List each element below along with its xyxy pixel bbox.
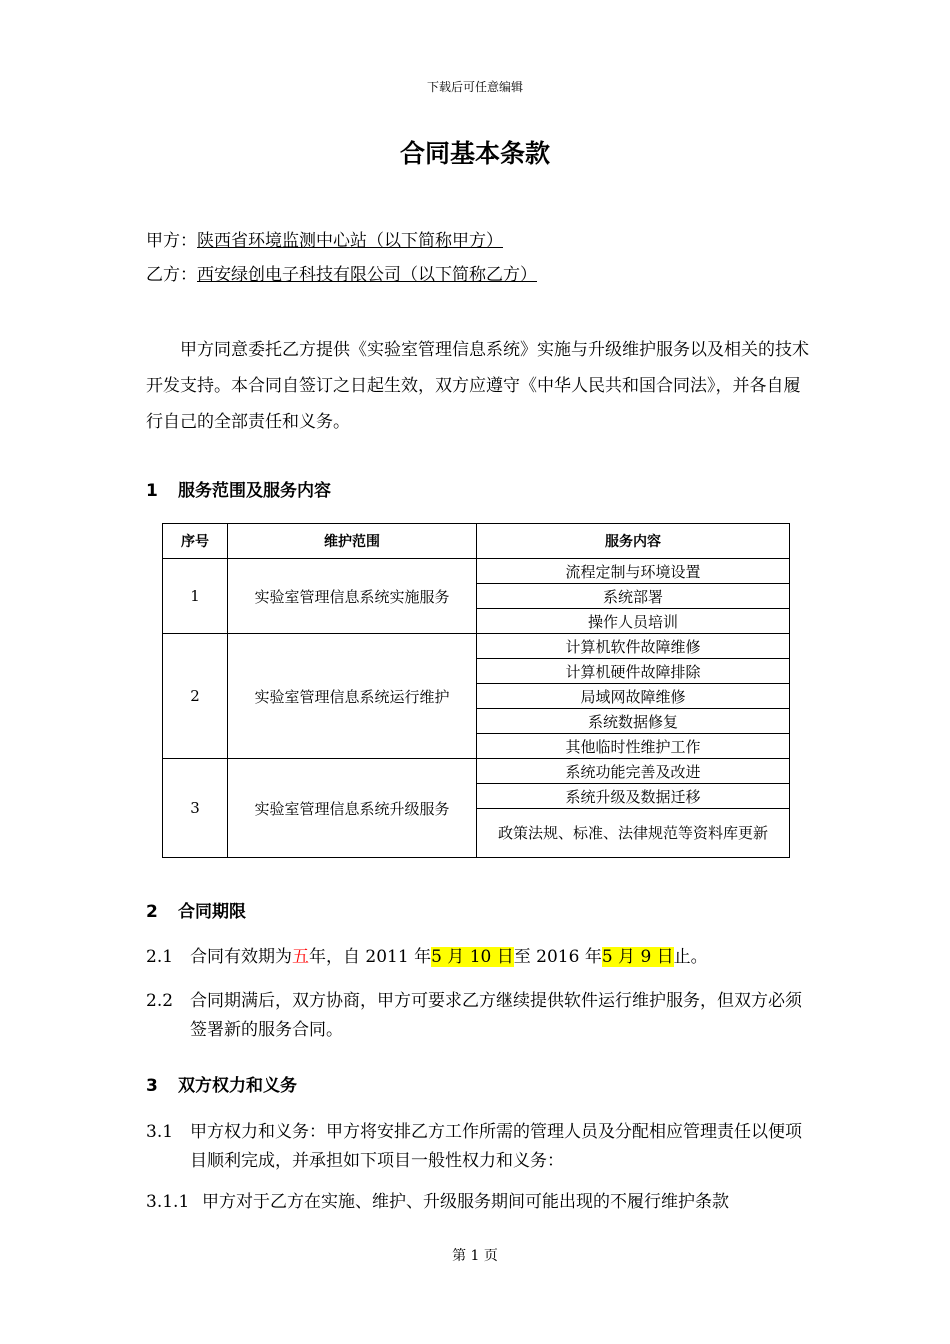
- party-b: [146, 260, 537, 285]
- party-a: [146, 226, 503, 251]
- service-table: [162, 523, 790, 858]
- service-item: 计算机软件故障维修: [477, 634, 790, 659]
- row-scope: 实验室管理信息系统升级服务: [228, 759, 477, 858]
- table-row: [163, 759, 790, 784]
- service-item: 系统升级及数据迁移: [477, 784, 790, 809]
- party-a-label: 甲方：: [146, 231, 197, 251]
- end-date: 5 月 9 日: [601, 947, 674, 967]
- row-scope: 实验室管理信息系统实施服务: [228, 559, 477, 634]
- clause-2-1-number: 2.1: [146, 947, 174, 967]
- contract-years: 五: [292, 947, 309, 967]
- service-item: 系统数据修复: [477, 709, 790, 734]
- table-row: [163, 559, 790, 584]
- clause-3-1-1-text: 甲方对于乙方在实施、维护、升级服务期间可能出现的不履行维护条款: [202, 1192, 729, 1212]
- clause-2-1: [146, 943, 811, 973]
- party-a-name: 陕西省环境监测中心站（以下简称甲方）: [197, 231, 503, 251]
- section-2-title: 合同期限: [178, 902, 246, 922]
- clause-3-1-1: [146, 1188, 811, 1218]
- party-b-name: 西安绿创电子科技有限公司（以下简称乙方）: [197, 265, 537, 285]
- clause-2-2-text: 合同期满后，双方协商，甲方可要求乙方继续提供软件运行维护服务，但双方必须签署新的服务合同。: [190, 991, 802, 1040]
- clause-2-1-part-3: 至 2016 年: [513, 947, 602, 967]
- clause-2-1-part-1: 合同有效期为: [190, 947, 292, 967]
- clause-2-2: [146, 987, 811, 1047]
- clause-3-1-text: 甲方权力和义务：甲方将安排乙方工作所需的管理人员及分配相应管理责任以便项目顺利完成，并承担如下项目一般性权力和义务：: [190, 1122, 802, 1171]
- section-2-number: 2: [146, 902, 158, 922]
- row-number: 2: [163, 634, 228, 759]
- document-title: 合同基本条款: [399, 139, 550, 168]
- row-scope: 实验室管理信息系统运行维护: [228, 634, 477, 759]
- section-2-heading: [146, 897, 246, 922]
- service-item: 局域网故障维修: [477, 684, 790, 709]
- service-item: 系统功能完善及改进: [477, 759, 790, 784]
- intro-paragraph: 甲方同意委托乙方提供《实验室管理信息系统》实施与升级维护服务以及相关的技术开发支持。本合同自签订之日起生效，双方应遵守《中华人民共和国合同法》，并各自履行自己的全部责任和义务。: [146, 340, 809, 432]
- clause-3-1-1-number: 3.1.1: [146, 1192, 190, 1212]
- clause-2-1-text: [190, 943, 708, 972]
- section-3-number: 3: [146, 1076, 158, 1096]
- service-item: 计算机硬件故障排除: [477, 659, 790, 684]
- header-content: 服务内容: [477, 524, 790, 559]
- row-number: 3: [163, 759, 228, 858]
- header-no: 序号: [163, 524, 228, 559]
- table-header-row: [163, 524, 790, 559]
- clause-2-2-number: 2.2: [146, 991, 174, 1011]
- clause-2-1-part-2: 年，自 2011 年: [309, 947, 432, 967]
- clause-2-1-part-4: 止。: [673, 947, 708, 967]
- table-row: [163, 634, 790, 659]
- header-note: 下载后可任意编辑: [426, 80, 523, 94]
- section-1-number: 1: [146, 481, 158, 501]
- section-1-title: 服务范围及服务内容: [178, 481, 331, 501]
- service-item: 系统部署: [477, 584, 790, 609]
- service-item: 其他临时性维护工作: [477, 734, 790, 759]
- service-item: 操作人员培训: [477, 609, 790, 634]
- service-item: 流程定制与环境设置: [477, 559, 790, 584]
- section-3-title: 双方权力和义务: [178, 1076, 297, 1096]
- clause-3-1-number: 3.1: [146, 1122, 174, 1142]
- page-footer: 第 1 页: [452, 1248, 498, 1264]
- service-item: 政策法规、标准、法律规范等资料库更新: [477, 809, 790, 858]
- section-1-heading: [146, 476, 331, 501]
- party-b-label: 乙方：: [146, 265, 197, 285]
- row-number: 1: [163, 559, 228, 634]
- clause-3-1: [146, 1118, 811, 1178]
- header-scope: 维护范围: [228, 524, 477, 559]
- section-3-heading: [146, 1071, 297, 1096]
- start-date: 5 月 10 日: [431, 947, 514, 967]
